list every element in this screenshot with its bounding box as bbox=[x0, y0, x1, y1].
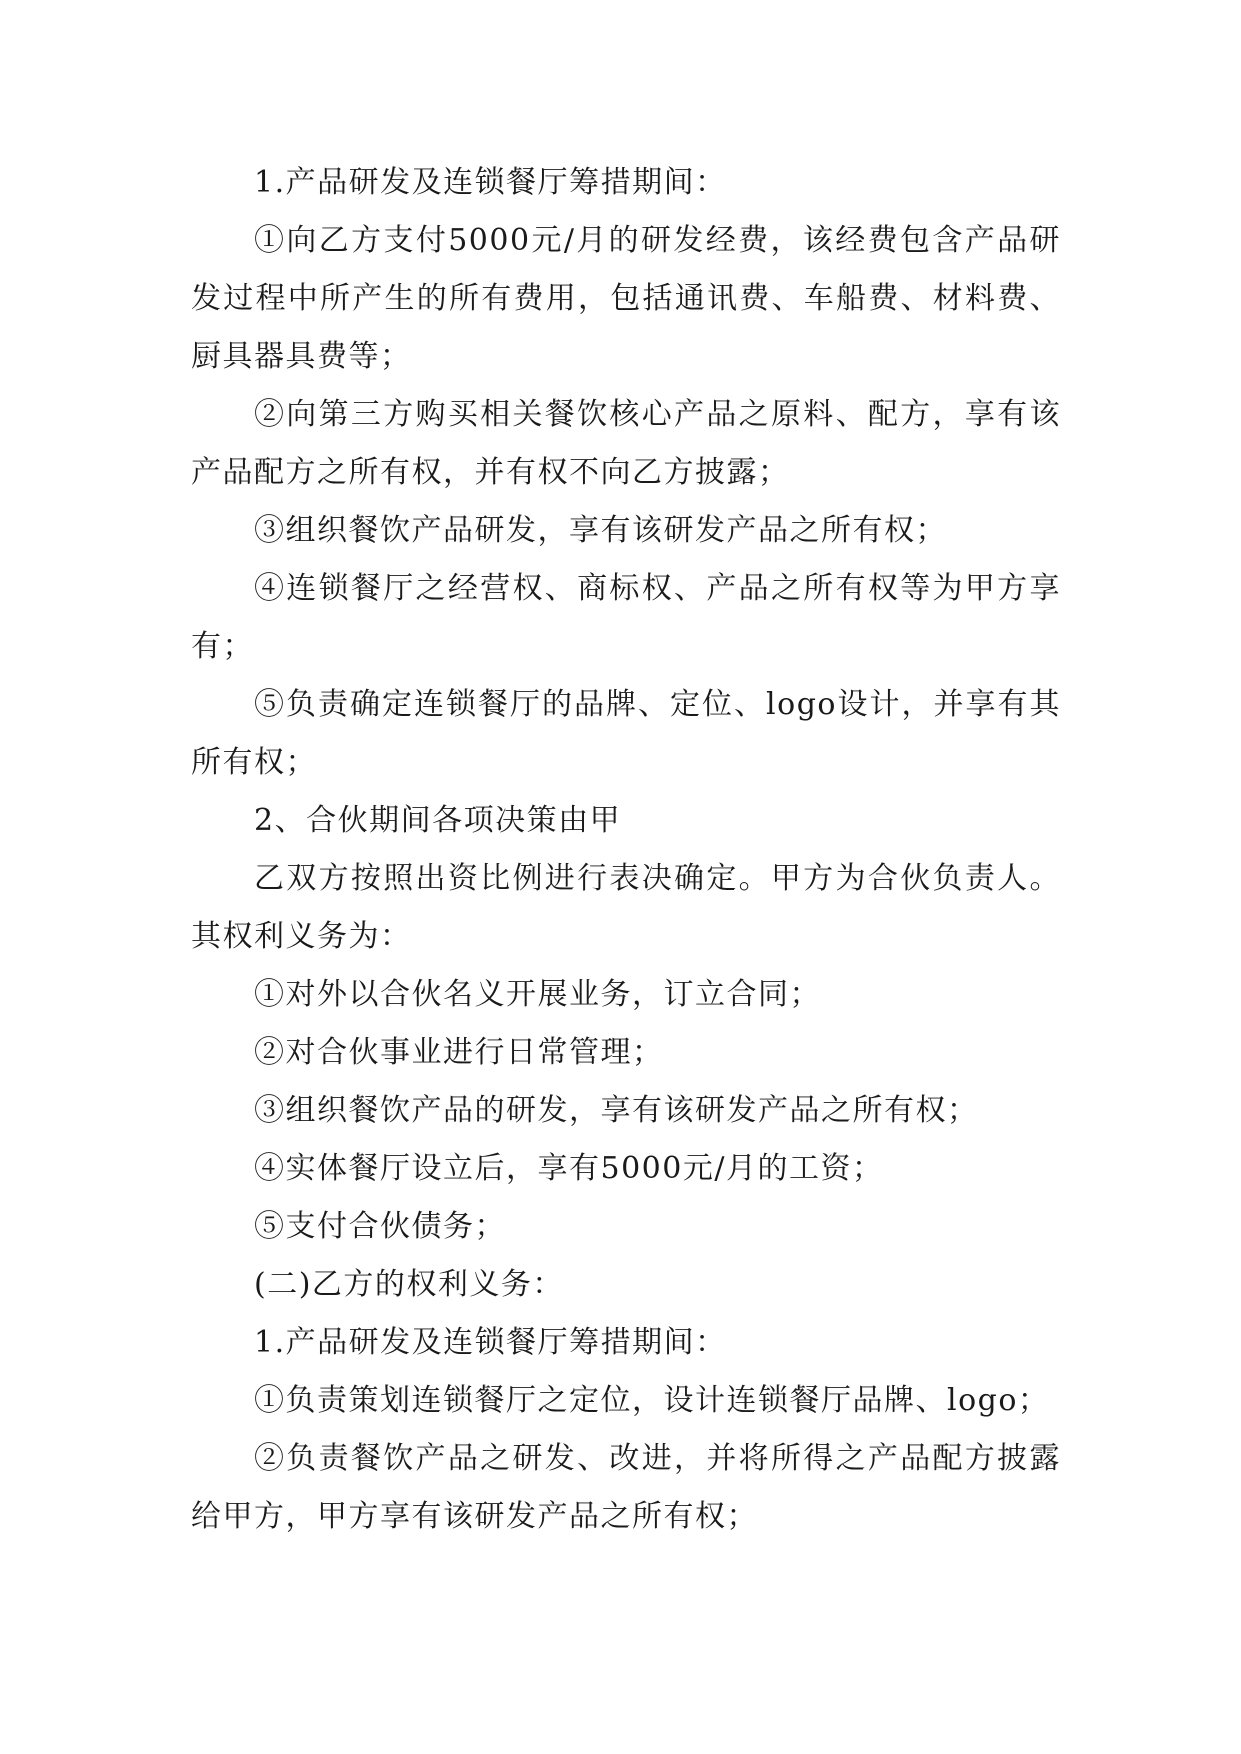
paragraph-7: 2、合伙期间各项决策由甲 bbox=[254, 803, 622, 838]
paragraph-8: 乙双方按照出资比例进行表决确定。甲方为合伙负责人。其权利义务为： bbox=[191, 861, 1061, 954]
paragraph-13: ⑤支付合伙债务； bbox=[254, 1209, 506, 1244]
paragraph-5: ④连锁餐厅之经营权、商标权、产品之所有权等为甲方享有； bbox=[191, 571, 1061, 664]
paragraph-10: ②对合伙事业进行日常管理； bbox=[254, 1035, 664, 1070]
paragraph-4: ③组织餐饮产品研发，享有该研发产品之所有权； bbox=[254, 513, 947, 548]
paragraph-9: ①对外以合伙名义开展业务，订立合同； bbox=[254, 977, 821, 1012]
paragraph-1: 1.产品研发及连锁餐厅筹措期间： bbox=[254, 165, 727, 200]
paragraph-17: ②负责餐饮产品之研发、改进，并将所得之产品配方披露给甲方，甲方享有该研发产品之所有权； bbox=[191, 1441, 1061, 1534]
paragraph-2: ①向乙方支付5000元/月的研发经费，该经费包含产品研发过程中所产生的所有费用，包括通讯费、车船费、材料费、厨具器具费等； bbox=[191, 223, 1061, 374]
paragraph-3: ②向第三方购买相关餐饮核心产品之原料、配方，享有该产品配方之所有权，并有权不向乙方披露； bbox=[191, 397, 1061, 490]
paragraph-14: (二)乙方的权利义务： bbox=[254, 1267, 564, 1302]
paragraph-6: ⑤负责确定连锁餐厅的品牌、定位、logo设计，并享有其所有权； bbox=[191, 687, 1061, 780]
paragraph-15: 1.产品研发及连锁餐厅筹措期间： bbox=[254, 1325, 727, 1360]
paragraph-11: ③组织餐饮产品的研发，享有该研发产品之所有权； bbox=[254, 1093, 979, 1128]
paragraph-12: ④实体餐厅设立后，享有5000元/月的工资； bbox=[254, 1151, 884, 1186]
document-body bbox=[191, 154, 1061, 1546]
paragraph-16: ①负责策划连锁餐厅之定位，设计连锁餐厅品牌、logo； bbox=[254, 1383, 1050, 1418]
